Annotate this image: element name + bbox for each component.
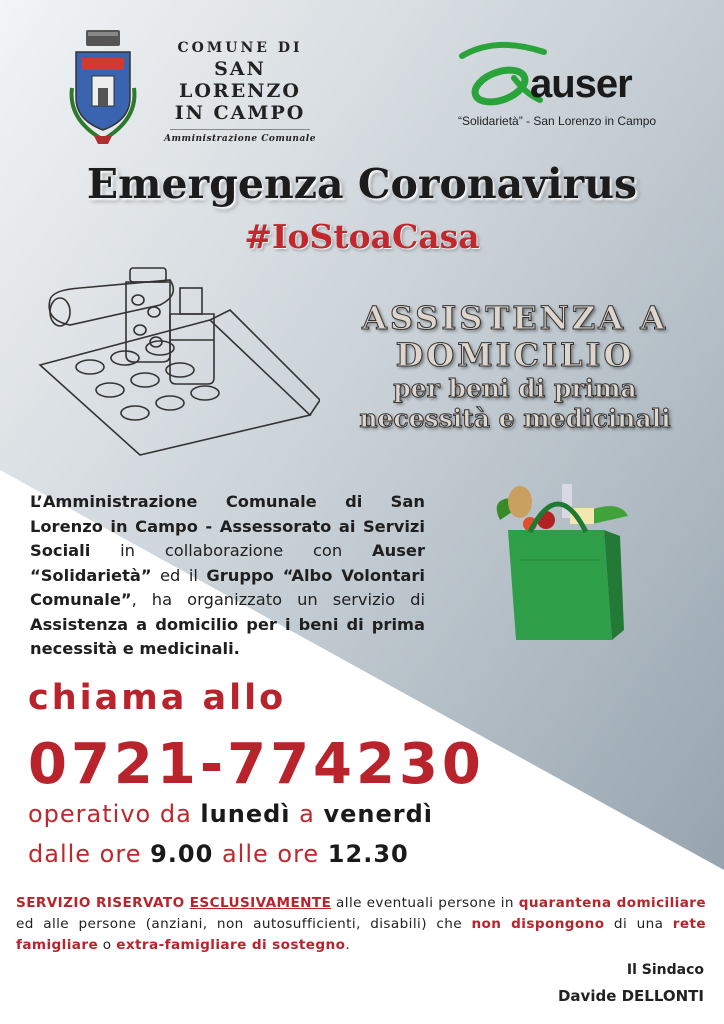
notice-part4: quarantena domiciliare xyxy=(518,895,707,911)
comune-heading xyxy=(150,40,330,144)
notice-part6: non dispongono xyxy=(471,916,605,932)
notice-part5: ed alle persone (anziani, non autosufficienti, disabili) che xyxy=(16,916,472,932)
operating-hours xyxy=(28,840,409,868)
desc-part3: Auser “Solidarietà” xyxy=(30,541,425,585)
comune-line3: IN CAMPO xyxy=(174,102,306,124)
signature-role: Il Sindaco xyxy=(626,962,704,978)
notice-part8: rete famigliare xyxy=(16,916,707,953)
page-title: Emergenza Coronavirus xyxy=(86,160,638,208)
notice-part7: di una xyxy=(604,916,673,932)
phone-number[interactable]: 0721-774230 xyxy=(28,732,485,797)
comune-line1: COMUNE DI xyxy=(177,40,303,56)
day-start: lunedì xyxy=(200,800,291,828)
assistenza-line4: necessità e medicinali xyxy=(359,404,671,433)
divider xyxy=(170,129,310,130)
days-prefix: operativo da xyxy=(28,800,201,828)
assistenza-line2: DOMICILIO xyxy=(395,336,635,374)
assistenza-line1: ASSISTENZA A xyxy=(361,299,669,337)
signature-name: Davide DELLONTI xyxy=(557,987,704,1005)
auser-subtitle: “Solidarietà” - San Lorenzo in Campo xyxy=(458,114,657,128)
desc-part5: Gruppo “Albo Volontari Comunale” xyxy=(30,565,425,609)
comune-line2: SAN LORENZO xyxy=(179,58,301,102)
comune-subtitle: Amministrazione Comunale xyxy=(164,134,316,144)
day-end: venerdì xyxy=(323,800,434,828)
desc-part6: , ha organizzato un servizio di xyxy=(131,590,425,609)
service-description xyxy=(30,490,425,662)
service-notice xyxy=(16,893,706,956)
notice-part2: ESCLUSIVAMENTE xyxy=(189,895,332,911)
hour-end: 12.30 xyxy=(327,840,409,868)
notice-part9: o xyxy=(98,937,117,953)
desc-part7: Assistenza a domicilio per i beni di prima necessità e medicinali. xyxy=(30,614,425,658)
notice-part1: SERVIZIO RISERVATO xyxy=(16,895,190,911)
hours-connector: alle ore xyxy=(213,840,328,868)
assistenza-line3: per beni di prima xyxy=(393,374,637,403)
desc-part4: ed il xyxy=(151,565,207,585)
municipal-crest-icon xyxy=(62,28,144,146)
days-connector: a xyxy=(290,800,324,828)
hashtag: #IoStoaCasa xyxy=(244,217,480,256)
notice-part11: . xyxy=(345,937,351,953)
assistenza-heading xyxy=(330,300,700,434)
auser-name: auser xyxy=(530,62,632,106)
hours-prefix: dalle ore xyxy=(28,840,151,868)
hour-start: 9.00 xyxy=(150,840,214,868)
operating-days xyxy=(28,800,433,828)
call-label: chiama allo xyxy=(28,678,287,718)
desc-part2: in collaborazione con xyxy=(90,541,373,560)
notice-part10: extra-famigliare di sostegno xyxy=(116,937,346,953)
notice-part3: alle eventuali persone in xyxy=(331,895,519,911)
grocery-bag-image xyxy=(480,480,630,650)
medicines-illustration xyxy=(30,250,320,465)
desc-part1: L’Amministrazione Comunale di San Lorenzo in Campo - Assessorato ai Servizi Sociali xyxy=(30,492,425,560)
